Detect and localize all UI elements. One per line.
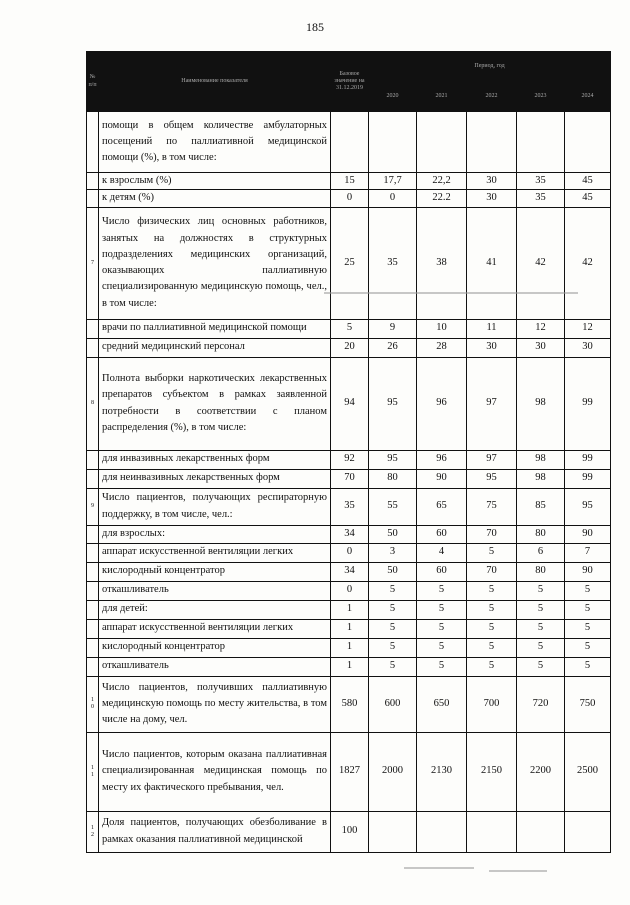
year-value: 5 [467, 543, 517, 562]
indicator-name: Число пациентов, получивших паллиативную медицинскую помощь по месту жительства, в том числе на дому, чел. [99, 676, 331, 732]
header-year: 2023 [517, 82, 565, 112]
indicator-name: кислородный концентратор [99, 638, 331, 657]
indicator-name: Полнота выборки наркотических лекарственных препаратов субъектом в рамках заявленной потребности в соответствии с планом распределения (%), в том числе: [99, 357, 331, 450]
year-value: 96 [417, 450, 467, 469]
year-value: 2200 [517, 732, 565, 811]
row-number [87, 357, 99, 450]
row-number [87, 619, 99, 638]
baseline-value: 1 [331, 638, 369, 657]
indicator-name: к взрослым (%) [99, 173, 331, 190]
indicators-table [86, 51, 611, 853]
baseline-value: 1 [331, 619, 369, 638]
year-value: 99 [565, 469, 611, 488]
row-number-text: 7 [91, 259, 94, 266]
year-value [467, 811, 517, 852]
header-period: Период, год [369, 52, 611, 82]
table-row [87, 190, 611, 207]
row-number [87, 732, 99, 811]
year-value [517, 811, 565, 852]
baseline-value: 100 [331, 811, 369, 852]
scan-noise [324, 292, 578, 294]
row-number [87, 581, 99, 600]
table-row [87, 619, 611, 638]
table-row [87, 319, 611, 338]
row-number [87, 562, 99, 581]
table-row [87, 173, 611, 190]
year-value: 720 [517, 676, 565, 732]
baseline-value: 1 [331, 600, 369, 619]
indicator-name: для инвазивных лекарственных форм [99, 450, 331, 469]
year-value: 2500 [565, 732, 611, 811]
year-value: 95 [467, 469, 517, 488]
header-year: 2020 [369, 82, 417, 112]
year-value: 90 [417, 469, 467, 488]
indicator-name: для детей: [99, 600, 331, 619]
year-value: 22,2 [417, 173, 467, 190]
year-value: 9 [369, 319, 417, 338]
table-row [87, 207, 611, 319]
year-value: 55 [369, 488, 417, 525]
year-value: 600 [369, 676, 417, 732]
row-number [87, 600, 99, 619]
year-value [417, 811, 467, 852]
indicator-name: Число физических лиц основных работников, занятых на должностях в структурных подразделениях медицинских организаций, оказывающих паллиативную специализированную медицинскую помощь, чел., в том числе: [99, 207, 331, 319]
year-value: 5 [417, 581, 467, 600]
baseline-value: 580 [331, 676, 369, 732]
year-value: 5 [369, 638, 417, 657]
indicator-name: средний медицинский персонал [99, 338, 331, 357]
year-value: 2130 [417, 732, 467, 811]
baseline-value: 5 [331, 319, 369, 338]
row-number [87, 488, 99, 525]
header-year: 2022 [467, 82, 517, 112]
year-value: 650 [417, 676, 467, 732]
year-value: 99 [565, 450, 611, 469]
baseline-value: 15 [331, 173, 369, 190]
year-value: 98 [517, 450, 565, 469]
row-number [87, 207, 99, 319]
year-value: 5 [467, 638, 517, 657]
year-value [369, 811, 417, 852]
year-value: 5 [369, 600, 417, 619]
year-value: 5 [417, 619, 467, 638]
table-row [87, 600, 611, 619]
year-value [417, 112, 467, 173]
table-row [87, 338, 611, 357]
row-number [87, 657, 99, 676]
year-value: 5 [467, 619, 517, 638]
row-number [87, 543, 99, 562]
baseline-value: 35 [331, 488, 369, 525]
year-value: 5 [517, 619, 565, 638]
baseline-value [331, 112, 369, 173]
row-number [87, 811, 99, 852]
year-value: 95 [369, 357, 417, 450]
row-number [87, 319, 99, 338]
row-number [87, 112, 99, 173]
table-row [87, 811, 611, 852]
year-value: 45 [565, 190, 611, 207]
year-value: 97 [467, 450, 517, 469]
year-value: 95 [369, 450, 417, 469]
table-row [87, 562, 611, 581]
year-value: 5 [467, 581, 517, 600]
year-value: 50 [369, 562, 417, 581]
baseline-value: 0 [331, 543, 369, 562]
year-value: 90 [565, 562, 611, 581]
year-value: 11 [467, 319, 517, 338]
table-row [87, 581, 611, 600]
year-value: 4 [417, 543, 467, 562]
row-number [87, 190, 99, 207]
year-value: 5 [417, 600, 467, 619]
year-value: 26 [369, 338, 417, 357]
indicator-name: для неинвазивных лекарственных форм [99, 469, 331, 488]
page-number: 185 [306, 20, 324, 34]
year-value: 0 [369, 190, 417, 207]
row-number [87, 450, 99, 469]
scan-noise [404, 867, 474, 869]
indicator-name: Число пациентов, получающих респираторную поддержку, в том числе, чел.: [99, 488, 331, 525]
table-row [87, 543, 611, 562]
row-number [87, 525, 99, 543]
table-row [87, 450, 611, 469]
year-value: 30 [467, 190, 517, 207]
table-row [87, 657, 611, 676]
indicator-name: аппарат искусственной вентиляции легких [99, 619, 331, 638]
table-row [87, 357, 611, 450]
indicator-name: аппарат искусственной вентиляции легких [99, 543, 331, 562]
year-value: 80 [369, 469, 417, 488]
indicator-name: к детям (%) [99, 190, 331, 207]
year-value: 2000 [369, 732, 417, 811]
year-value: 30 [467, 338, 517, 357]
year-value: 35 [369, 207, 417, 319]
year-value: 99 [565, 357, 611, 450]
year-value: 17,7 [369, 173, 417, 190]
row-number-text: 12 [91, 824, 94, 838]
year-value [517, 112, 565, 173]
year-value: 41 [467, 207, 517, 319]
year-value: 35 [517, 173, 565, 190]
year-value: 50 [369, 525, 417, 543]
year-value: 30 [565, 338, 611, 357]
year-value: 5 [517, 638, 565, 657]
year-value: 35 [517, 190, 565, 207]
year-value: 60 [417, 525, 467, 543]
year-value: 65 [417, 488, 467, 525]
scan-noise [489, 870, 547, 872]
baseline-value: 20 [331, 338, 369, 357]
indicator-name: Число пациентов, которым оказана паллиативная специализированная медицинская помощь по месту их фактического пребывания, чел. [99, 732, 331, 811]
year-value: 750 [565, 676, 611, 732]
baseline-value: 25 [331, 207, 369, 319]
year-value: 5 [565, 657, 611, 676]
indicator-name: откашливатель [99, 581, 331, 600]
year-value: 5 [417, 638, 467, 657]
year-value: 10 [417, 319, 467, 338]
indicator-name: для взрослых: [99, 525, 331, 543]
year-value: 2150 [467, 732, 517, 811]
table-row [87, 112, 611, 173]
year-value: 45 [565, 173, 611, 190]
year-value: 98 [517, 469, 565, 488]
year-value: 28 [417, 338, 467, 357]
year-value: 5 [565, 619, 611, 638]
row-number-text: 11 [91, 764, 94, 778]
header-year: 2021 [417, 82, 467, 112]
row-number [87, 638, 99, 657]
baseline-value: 0 [331, 581, 369, 600]
year-value: 5 [565, 581, 611, 600]
year-value: 70 [467, 525, 517, 543]
table-row [87, 676, 611, 732]
header-year: 2024 [565, 82, 611, 112]
year-value: 5 [517, 600, 565, 619]
year-value: 5 [417, 657, 467, 676]
year-value: 12 [565, 319, 611, 338]
row-number [87, 469, 99, 488]
indicator-name: кислородный концентратор [99, 562, 331, 581]
baseline-value: 70 [331, 469, 369, 488]
year-value: 5 [565, 638, 611, 657]
year-value [369, 112, 417, 173]
row-number-text: 9 [91, 503, 94, 510]
year-value: 80 [517, 562, 565, 581]
baseline-value: 1 [331, 657, 369, 676]
year-value [565, 811, 611, 852]
table-row [87, 638, 611, 657]
year-value: 42 [517, 207, 565, 319]
row-number [87, 676, 99, 732]
year-value: 12 [517, 319, 565, 338]
year-value: 5 [517, 581, 565, 600]
baseline-value: 34 [331, 562, 369, 581]
table-row [87, 732, 611, 811]
baseline-value: 0 [331, 190, 369, 207]
header-num: № п/п [87, 52, 99, 112]
year-value: 80 [517, 525, 565, 543]
indicator-name: помощи в общем количестве амбулаторных посещений по паллиативной медицинской помощи (%), в том числе: [99, 112, 331, 173]
year-value: 5 [369, 619, 417, 638]
indicator-name: откашливатель [99, 657, 331, 676]
year-value: 5 [467, 657, 517, 676]
year-value: 97 [467, 357, 517, 450]
header-name: Наименование показателя [99, 52, 331, 112]
indicator-name: Доля пациентов, получающих обезболивание в рамках оказания паллиативной медицинской [99, 811, 331, 852]
year-value: 38 [417, 207, 467, 319]
row-number-text: 10 [91, 697, 94, 711]
header-baseline: Базовое значение на 31.12.2019 [331, 52, 369, 112]
year-value: 95 [565, 488, 611, 525]
year-value: 60 [417, 562, 467, 581]
table-row [87, 525, 611, 543]
indicator-name: врачи по паллиативной медицинской помощи [99, 319, 331, 338]
baseline-value: 94 [331, 357, 369, 450]
row-number-text: 8 [91, 400, 94, 407]
table-body [87, 112, 611, 853]
year-value: 42 [565, 207, 611, 319]
year-value: 30 [467, 173, 517, 190]
year-value: 75 [467, 488, 517, 525]
year-value: 5 [369, 581, 417, 600]
table-row [87, 488, 611, 525]
table-row [87, 469, 611, 488]
row-number [87, 173, 99, 190]
baseline-value: 92 [331, 450, 369, 469]
row-number [87, 338, 99, 357]
year-value: 22.2 [417, 190, 467, 207]
year-value: 5 [517, 657, 565, 676]
year-value: 90 [565, 525, 611, 543]
year-value: 7 [565, 543, 611, 562]
year-value: 5 [369, 657, 417, 676]
year-value: 6 [517, 543, 565, 562]
baseline-value: 34 [331, 525, 369, 543]
header-row-top [87, 52, 611, 82]
year-value: 96 [417, 357, 467, 450]
year-value: 700 [467, 676, 517, 732]
year-value [467, 112, 517, 173]
year-value: 85 [517, 488, 565, 525]
year-value: 30 [517, 338, 565, 357]
year-value [565, 112, 611, 173]
year-value: 98 [517, 357, 565, 450]
year-value: 3 [369, 543, 417, 562]
year-value: 70 [467, 562, 517, 581]
year-value: 5 [565, 600, 611, 619]
year-value: 5 [467, 600, 517, 619]
baseline-value: 1827 [331, 732, 369, 811]
